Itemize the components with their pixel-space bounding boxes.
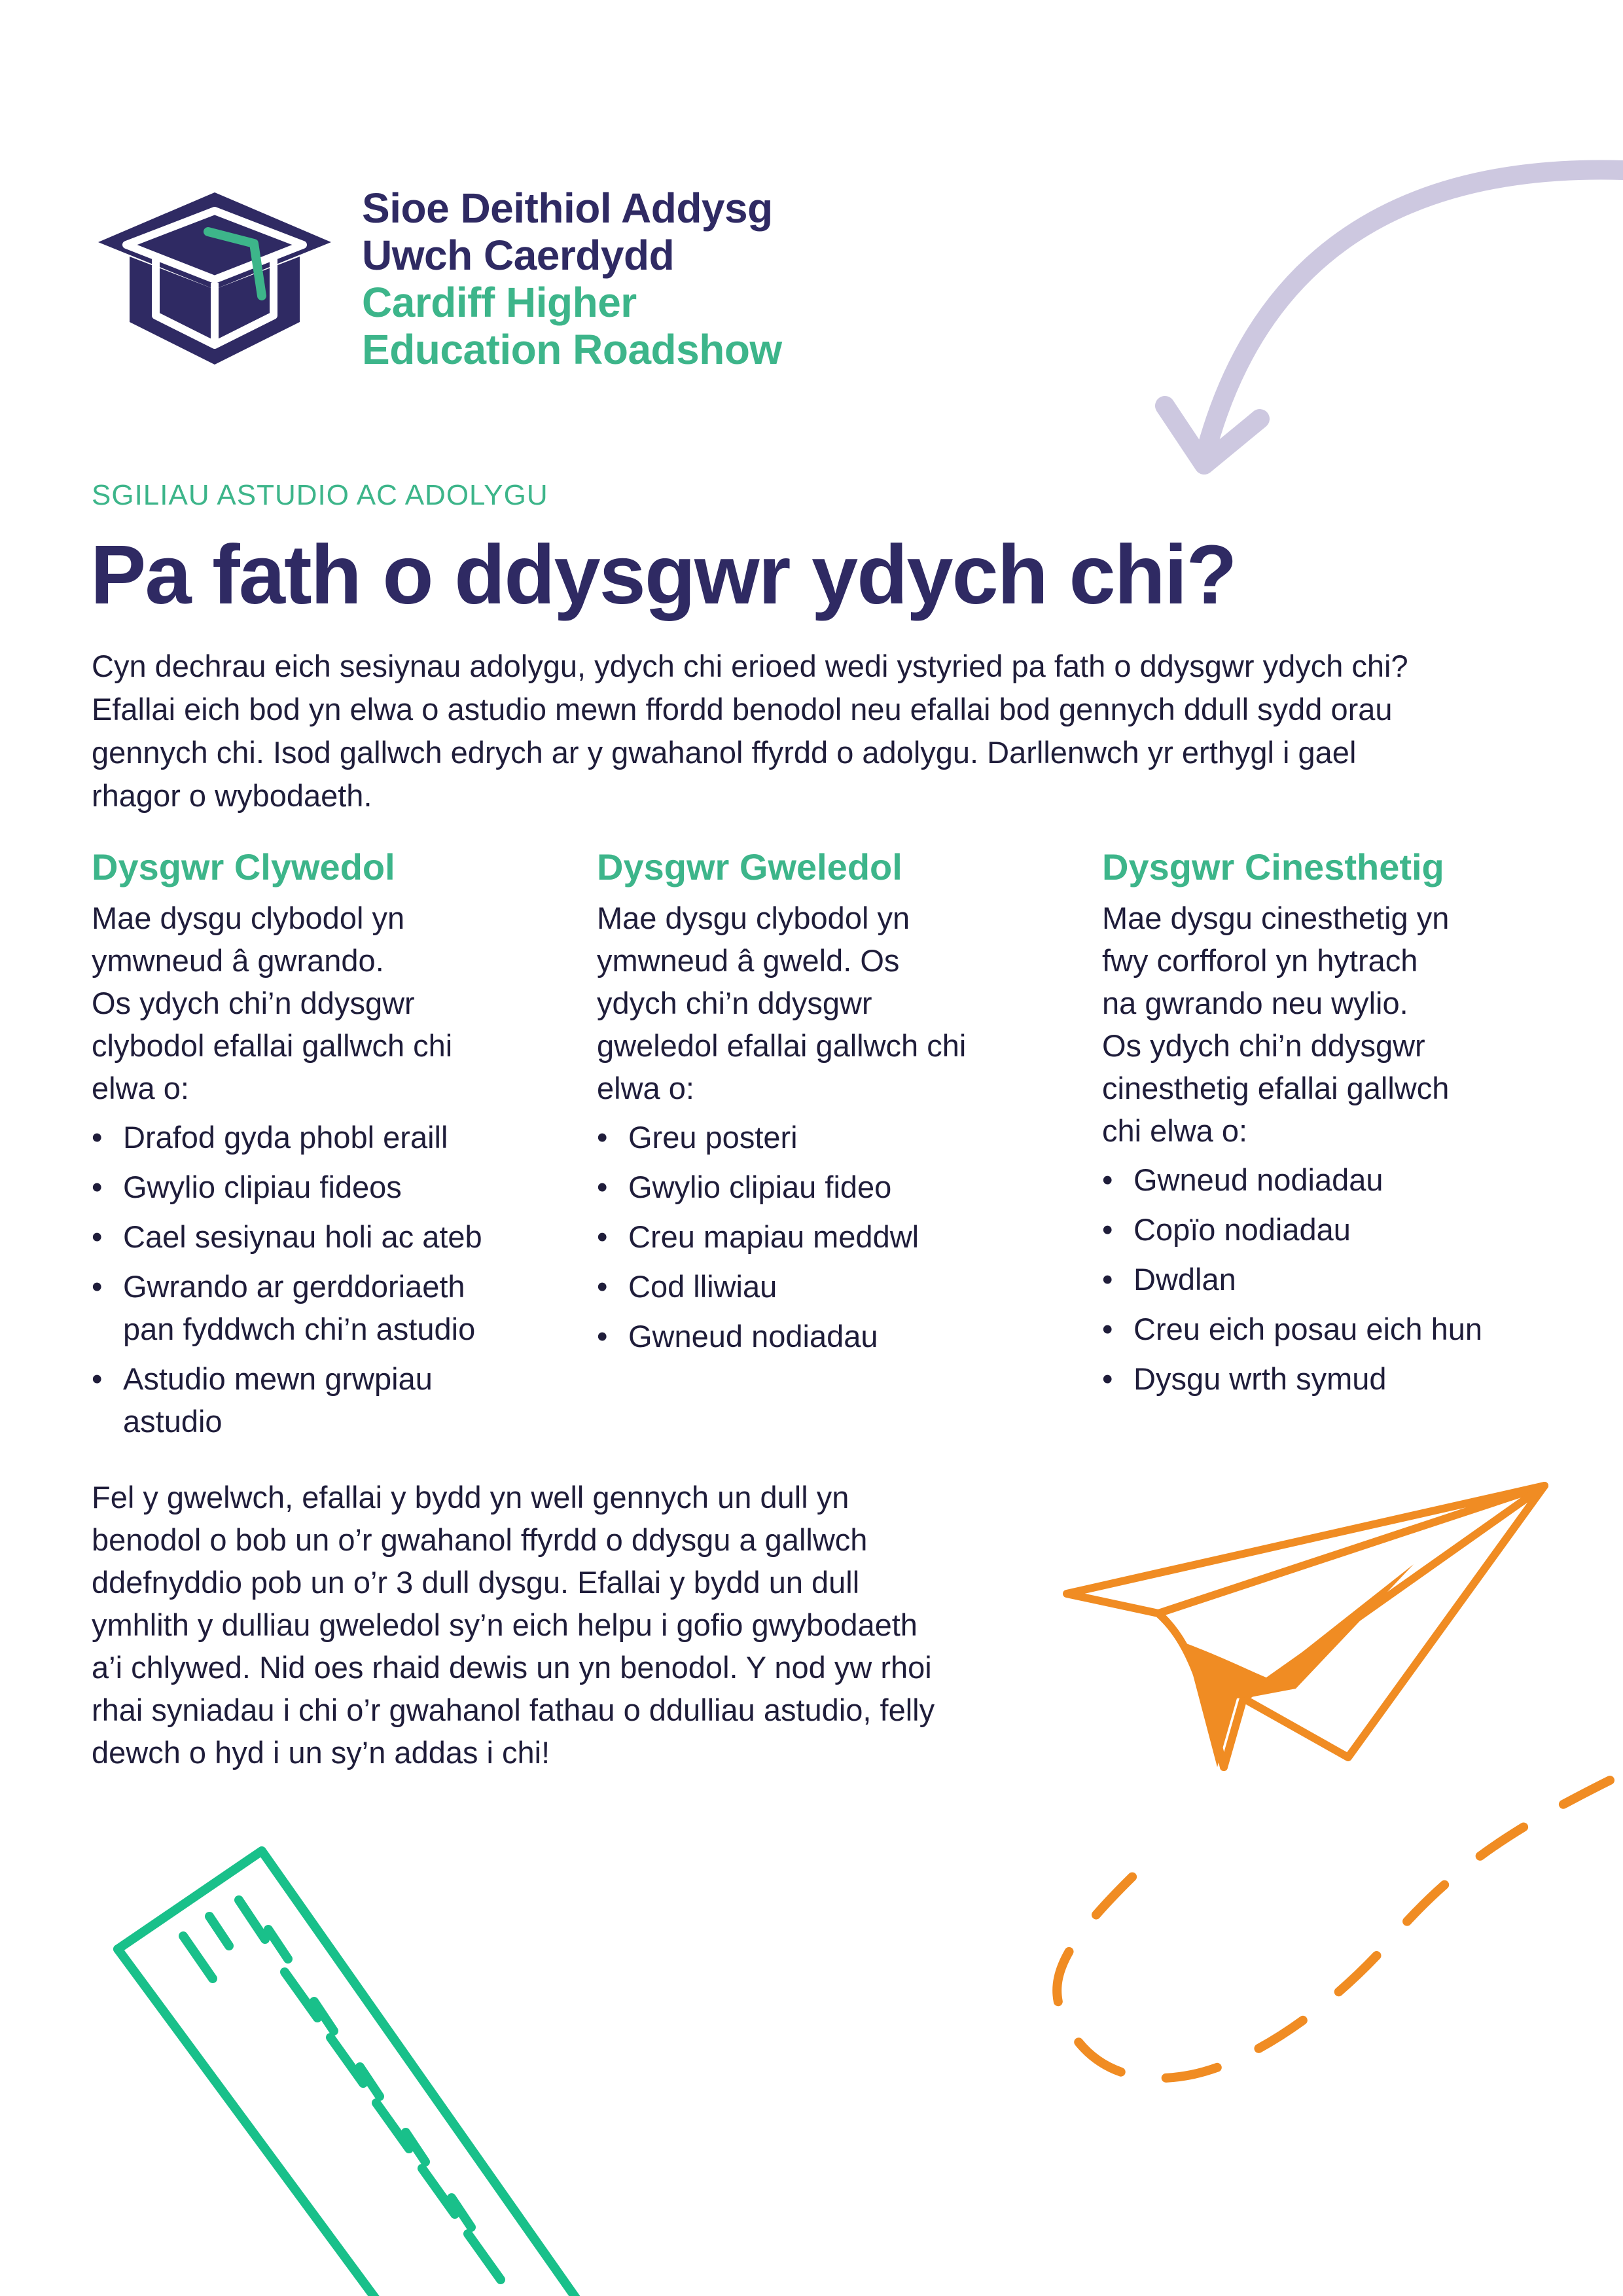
- list-item-text: • Gwylio clipiau fideo: [628, 1170, 892, 1204]
- column-heading: Dysgwr Clywedol: [92, 846, 395, 888]
- logo-wordmark: [362, 185, 782, 373]
- logo-english-line-2: Education Roadshow: [362, 326, 782, 373]
- list-item: [597, 1315, 1068, 1357]
- logo-welsh-line-2: Uwch Caerdydd: [362, 232, 675, 279]
- list-item: [92, 1116, 563, 1158]
- list-item: [597, 1265, 1068, 1308]
- logo-welsh-line-1: Sioe Deithiol Addysg: [362, 185, 773, 232]
- column-body-line: elwa o:: [597, 1071, 694, 1105]
- list-item-text: • Creu mapiau meddwl: [628, 1219, 919, 1254]
- outro-line: rhai syniadau i chi o’r gwahanol fathau o ddulliau astudio, felly: [92, 1693, 935, 1727]
- list-item: [92, 1265, 563, 1350]
- logo-english-line-1: Cardiff Higher: [362, 279, 637, 326]
- column-body-line: ymwneud â gweld. Os: [597, 943, 900, 978]
- outro-line: benodol o bob un o’r gwahanol ffyrdd o ddysgu a gallwch: [92, 1522, 868, 1557]
- column-body-line: cinesthetig efallai gallwch: [1102, 1071, 1450, 1105]
- list-item: [92, 1166, 563, 1208]
- column-body-line: Os ydych chi’n ddysgwr: [92, 986, 415, 1020]
- outro-line: Fel y gwelwch, efallai y bydd yn well gennych un dull yn: [92, 1480, 849, 1515]
- bullet-list: [92, 1116, 563, 1443]
- list-item-text: • Cod lliwiau: [628, 1269, 777, 1304]
- bullet-list: [1102, 1158, 1573, 1400]
- paper-plane-icon: [1021, 1473, 1597, 2127]
- intro-line: gennych chi. Isod gallwch edrych ar y gwahanol ffyrdd o adolygu. Darllenwch yr erthygl i gael: [92, 735, 1357, 770]
- outro-line: a’i chlywed. Nid oes rhaid dewis un yn benodol. Y nod yw rhoi: [92, 1650, 932, 1685]
- list-item-text: • Astudio mewn grwpiau: [123, 1361, 433, 1396]
- column-auditory: [92, 844, 563, 1450]
- section-kicker: SGILIAU ASTUDIO AC ADOLYGU: [92, 479, 548, 511]
- list-item: [1102, 1308, 1573, 1350]
- intro-line: Cyn dechrau eich sesiynau adolygu, ydych chi erioed wedi ystyried pa fath o ddysgwr ydych chi?: [92, 649, 1408, 683]
- column-body-line: ydych chi’n ddysgwr: [597, 986, 872, 1020]
- outro-line: ymhlith y dulliau gweledol sy’n eich helpu i gofio gwybodaeth: [92, 1607, 918, 1642]
- list-item: [597, 1166, 1068, 1208]
- list-item: [1102, 1258, 1573, 1300]
- outro-line: ddefnyddio pob un o’r 3 dull dysgu. Efallai y bydd un dull: [92, 1565, 860, 1600]
- list-item-text: • Drafod gyda phobl eraill: [123, 1120, 448, 1155]
- page-title: Pa fath o ddysgwr ydych chi?: [90, 528, 1236, 622]
- list-item-text: • Greu posteri: [628, 1120, 798, 1155]
- column-body-line: chi elwa o:: [1102, 1113, 1248, 1148]
- column-body-line: Mae dysgu cinesthetig yn: [1102, 901, 1450, 935]
- bullet-list: [597, 1116, 1068, 1357]
- intro-line: Efallai eich bod yn elwa o astudio mewn ffordd benodol neu efallai bod gennych ddull sydd orau: [92, 692, 1393, 726]
- list-item-text: astudio: [123, 1404, 223, 1439]
- ruler-icon: [105, 1838, 602, 2296]
- list-item-text: • Gwrando ar gerddoriaeth: [123, 1269, 465, 1304]
- curved-arrow-icon: [1152, 151, 1610, 517]
- column-body-line: na gwrando neu wylio.: [1102, 986, 1408, 1020]
- column-visual: [597, 844, 1068, 1365]
- list-item: [1102, 1208, 1573, 1251]
- list-item: [92, 1357, 563, 1443]
- intro-line: rhagor o wybodaeth.: [92, 778, 372, 813]
- list-item-text: • Copïo nodiadau: [1133, 1212, 1351, 1247]
- graduation-cap-icon: [90, 185, 339, 374]
- list-item-text: • Creu eich posau eich hun: [1133, 1312, 1483, 1346]
- list-item: [597, 1116, 1068, 1158]
- column-body-line: Mae dysgu clybodol yn: [92, 901, 405, 935]
- list-item: [1102, 1158, 1573, 1201]
- column-body-line: Mae dysgu clybodol yn: [597, 901, 910, 935]
- column-heading: Dysgwr Gweledol: [597, 846, 902, 888]
- column-heading: Dysgwr Cinesthetig: [1102, 846, 1444, 888]
- list-item-text: • Dysgu wrth symud: [1133, 1361, 1387, 1396]
- list-item-text: • Gwneud nodiadau: [628, 1319, 878, 1354]
- list-item: [1102, 1357, 1573, 1400]
- column-body-line: ymwneud â gwrando.: [92, 943, 384, 978]
- intro-paragraph: [92, 645, 1558, 817]
- list-item: [92, 1215, 563, 1258]
- list-item-text: • Gwneud nodiadau: [1133, 1162, 1383, 1197]
- column-kinesthetic: [1102, 844, 1573, 1407]
- list-item-text: pan fyddwch chi’n astudio: [123, 1312, 476, 1346]
- list-item-text: • Gwylio clipiau fideos: [123, 1170, 402, 1204]
- column-body-line: clybodol efallai gallwch chi: [92, 1028, 453, 1063]
- column-body-line: Os ydych chi’n ddysgwr: [1102, 1028, 1425, 1063]
- column-body-line: elwa o:: [92, 1071, 189, 1105]
- list-item-text: • Dwdlan: [1133, 1262, 1236, 1297]
- list-item-text: • Cael sesiynau holi ac ateb: [123, 1219, 482, 1254]
- column-body-line: gweledol efallai gallwch chi: [597, 1028, 967, 1063]
- list-item: [597, 1215, 1068, 1258]
- closing-paragraph: [92, 1476, 1073, 1774]
- column-body-line: fwy corfforol yn hytrach: [1102, 943, 1418, 978]
- outro-line: dewch o hyd i un sy’n addas i chi!: [92, 1735, 550, 1770]
